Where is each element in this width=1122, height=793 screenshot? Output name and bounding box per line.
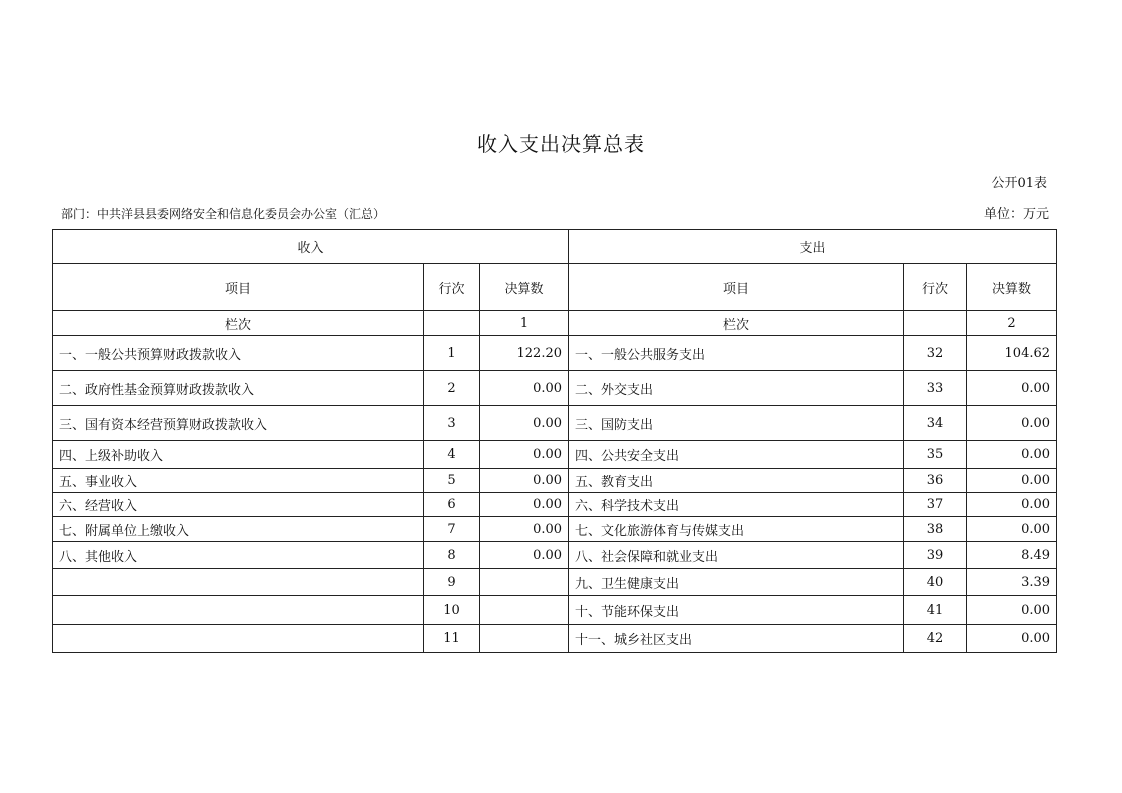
expense-amount-cell: 3.39 [967,569,1057,596]
income-item-cell: 一、一般公共预算财政拨款收入 [53,336,424,371]
expense-item-cell: 十一、城乡社区支出 [569,625,904,653]
expense-row-no-cell: 33 [904,371,967,406]
expense-row-no-cell: 39 [904,542,967,569]
income-amount-cell: 0.00 [480,406,569,441]
income-column-no: 1 [480,311,569,336]
expense-amount-cell: 104.62 [967,336,1057,371]
income-row-no-cell: 8 [424,542,480,569]
expense-row-no-cell: 42 [904,625,967,653]
table-row [53,517,1057,542]
column-number-row [53,311,1057,336]
income-row-no-cell: 3 [424,406,480,441]
income-column-no-label: 栏次 [53,311,424,336]
expense-item-cell: 九、卫生健康支出 [569,569,904,596]
income-item-cell [53,625,424,653]
page-title: 收入支出决算总表 [477,132,645,156]
expense-amount-header: 决算数 [967,264,1057,311]
expense-amount-cell: 0.00 [967,625,1057,653]
expense-amount-cell: 0.00 [967,441,1057,469]
table-row [53,371,1057,406]
income-amount-cell: 0.00 [480,542,569,569]
expense-item-cell: 五、教育支出 [569,469,904,493]
expense-row-no-cell: 38 [904,517,967,542]
income-row-no-header: 行次 [424,264,480,311]
table-row [53,596,1057,625]
table-row [53,469,1057,493]
income-item-cell: 五、事业收入 [53,469,424,493]
income-item-cell [53,569,424,596]
expense-row-no-cell: 41 [904,596,967,625]
expense-item-cell: 十、节能环保支出 [569,596,904,625]
expense-amount-cell: 8.49 [967,542,1057,569]
section-header-row [53,230,1057,264]
expense-amount-cell: 0.00 [967,596,1057,625]
income-item-cell: 七、附属单位上缴收入 [53,517,424,542]
table-row [53,336,1057,371]
table-row [53,625,1057,653]
expense-amount-cell: 0.00 [967,469,1057,493]
expense-row-no-cell: 37 [904,493,967,517]
expense-item-cell: 二、外交支出 [569,371,904,406]
table-row [53,441,1057,469]
expense-column-no-label: 栏次 [569,311,904,336]
income-row-no-cell: 9 [424,569,480,596]
income-amount-cell: 0.00 [480,371,569,406]
income-amount-cell: 122.20 [480,336,569,371]
income-item-cell: 六、经营收入 [53,493,424,517]
income-amount-header: 决算数 [480,264,569,311]
income-item-cell [53,596,424,625]
income-amount-cell: 0.00 [480,493,569,517]
expense-header: 支出 [569,230,1057,264]
department-label: 部门：中共洋县县委网络安全和信息化委员会办公室（汇总） [61,207,386,221]
expense-item-cell: 一、一般公共服务支出 [569,336,904,371]
income-row-no-cell: 7 [424,517,480,542]
form-number: 公开01表 [991,176,1047,191]
income-item-cell: 二、政府性基金预算财政拨款收入 [53,371,424,406]
income-header: 收入 [53,230,569,264]
income-amount-cell [480,596,569,625]
income-amount-cell [480,569,569,596]
income-column-no-empty [424,311,480,336]
income-item-cell: 八、其他收入 [53,542,424,569]
expense-item-cell: 三、国防支出 [569,406,904,441]
table-row [53,493,1057,517]
expense-amount-cell: 0.00 [967,493,1057,517]
expense-amount-cell: 0.00 [967,517,1057,542]
expense-column-no-empty [904,311,967,336]
expense-column-no: 2 [967,311,1057,336]
expense-amount-cell: 0.00 [967,406,1057,441]
expense-item-cell: 七、文化旅游体育与传媒支出 [569,517,904,542]
income-row-no-cell: 10 [424,596,480,625]
income-item-header: 项目 [53,264,424,311]
income-amount-cell: 0.00 [480,441,569,469]
unit-label: 单位：万元 [983,207,1049,222]
expense-row-no-cell: 40 [904,569,967,596]
income-item-cell: 三、国有资本经营预算财政拨款收入 [53,406,424,441]
expense-row-no-cell: 34 [904,406,967,441]
income-expense-table [52,229,1057,653]
expense-item-cell: 八、社会保障和就业支出 [569,542,904,569]
income-amount-cell: 0.00 [480,517,569,542]
income-amount-cell: 0.00 [480,469,569,493]
expense-row-no-cell: 32 [904,336,967,371]
income-row-no-cell: 1 [424,336,480,371]
income-row-no-cell: 6 [424,493,480,517]
income-item-cell: 四、上级补助收入 [53,441,424,469]
column-header-row [53,264,1057,311]
expense-item-header: 项目 [569,264,904,311]
income-row-no-cell: 5 [424,469,480,493]
income-row-no-cell: 2 [424,371,480,406]
income-row-no-cell: 11 [424,625,480,653]
expense-row-no-cell: 35 [904,441,967,469]
expense-item-cell: 六、科学技术支出 [569,493,904,517]
income-amount-cell [480,625,569,653]
expense-row-no-cell: 36 [904,469,967,493]
expense-item-cell: 四、公共安全支出 [569,441,904,469]
expense-row-no-header: 行次 [904,264,967,311]
table-row [53,569,1057,596]
table-row [53,406,1057,441]
table-row [53,542,1057,569]
expense-amount-cell: 0.00 [967,371,1057,406]
income-row-no-cell: 4 [424,441,480,469]
